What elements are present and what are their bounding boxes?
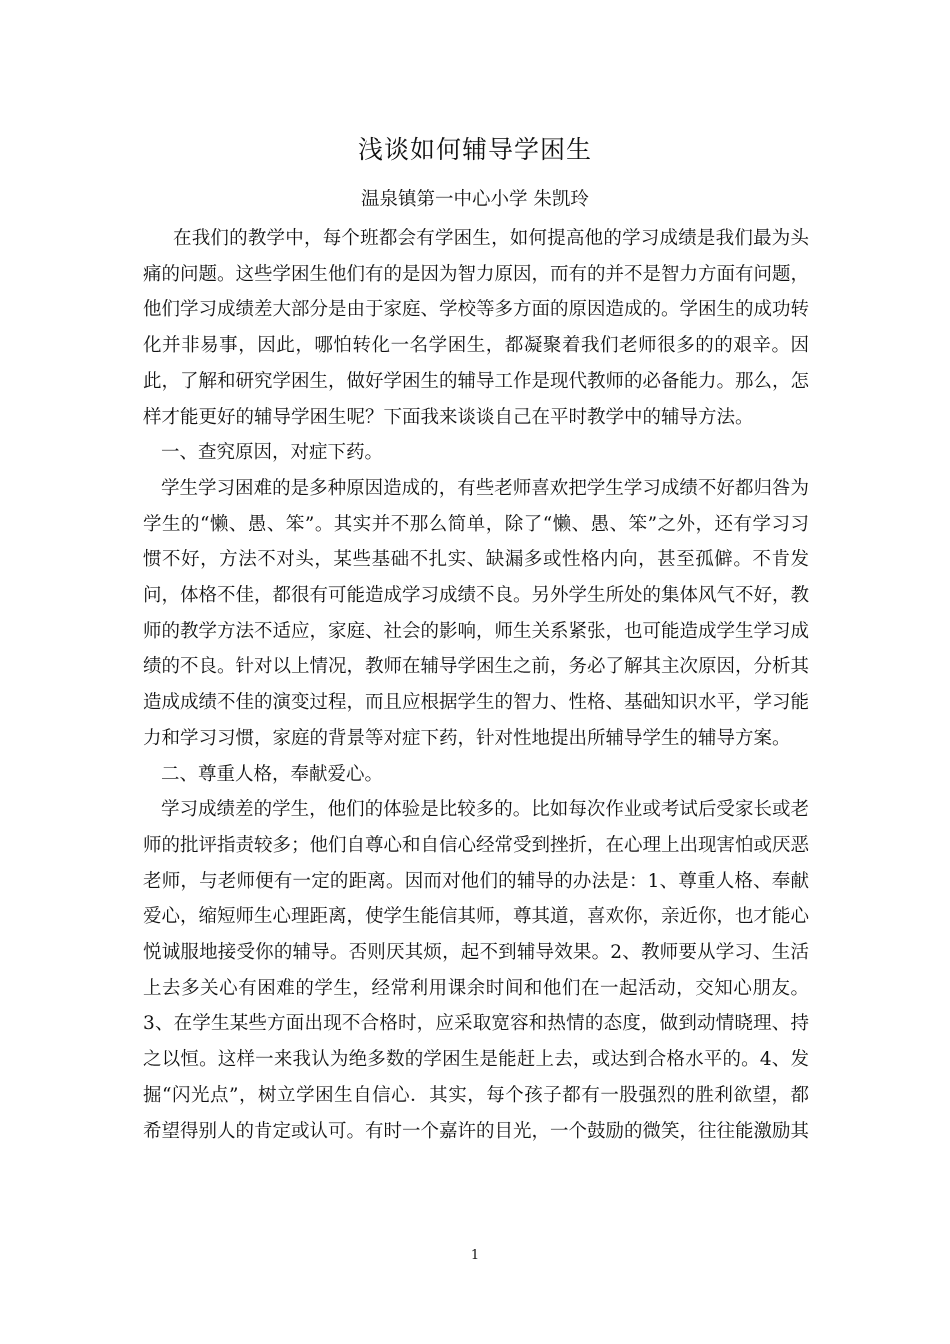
document-title: 浅谈如何辅导学困生 <box>357 135 592 164</box>
section-heading-2: 二、尊重人格，奉献爱心。 <box>161 763 384 785</box>
section-paragraph-1: 学生学习困难的是多种原因造成的，有些老师喜欢把学生学习成绩不好都归咎为学生的“懒、愚、笨”。其实并不那么简单，除了“懒、愚、笨”之外，还有学习习惯不好，方法不对头，某些基础不扎实、缺漏多或性格内向，甚至孤僻。不肯发问，体格不佳，都很有可能造成学习成绩不良。另外学生所处的集体风气不好，教师的教学方法不适应，家庭、社会的影响，师生关系紧张，也可能造成学生学习成绩的不良。针对以上情况，教师在辅导学困生之前，务必了解其主次原因，分析其造成成绩不佳的演变过程，而且应根据学生的智力、性格、基础知识水平，学习能力和学习习惯，家庭的背景等对症下药，针对性地提出所辅导学生的辅导方案。 <box>143 477 810 749</box>
document-body <box>143 221 809 1149</box>
page-number: 1 <box>470 1248 480 1263</box>
section-heading-1: 一、查究原因，对症下药。 <box>161 442 384 464</box>
section-paragraph-2: 学习成绩差的学生，他们的体验是比较多的。比如每次作业或考试后受家长或老师的批评指责较多；他们自尊心和自信心经常受到挫折，在心理上出现害怕或厌恶老师，与老师便有一定的距离。因而对他们的辅导的办法是：1、尊重人格、奉献爱心，缩短师生心理距离，使学生能信其师，尊其道，喜欢你，亲近你，也才能心悦诚服地接受你的辅导。否则厌其烦，起不到辅导效果。2、教师要从学习、生活上去多关心有困难的学生，经常利用课余时间和他们在一起活动，交知心朋友。3、在学生某些方面出现不合格时，应采取宽容和热情的态度，做到动情晓理、持之以恒。这样一来我认为绝多数的学困生是能赶上去，或达到合格水平的。4、发掘“闪光点”，树立学困生自信心．其实，每个孩子都有一股强烈的胜利欲望，都希望得别人的肯定或认可。有时一个嘉许的目光，一个鼓励的微笑，往往能激励其 <box>143 799 810 1142</box>
intro-paragraph: 在我们的教学中，每个班都会有学困生，如何提高他的学习成绩是我们最为头痛的问题。这些学困生他们有的是因为智力原因，而有的并不是智力方面有问题，他们学习成绩差大部分是由于家庭、学校等多方面的原因造成的。学困生的成功转化并非易事，因此，哪怕转化一名学困生，都凝聚着我们老师很多的的艰辛。因此，了解和研究学困生，做好学困生的辅导工作是现代教师的必备能力。那么，怎样才能更好的辅导学困生呢？下面我来谈谈自己在平时教学中的辅导方法。 <box>143 228 810 428</box>
author-line: 温泉镇第一中心小学 朱凯玲 <box>361 189 589 210</box>
